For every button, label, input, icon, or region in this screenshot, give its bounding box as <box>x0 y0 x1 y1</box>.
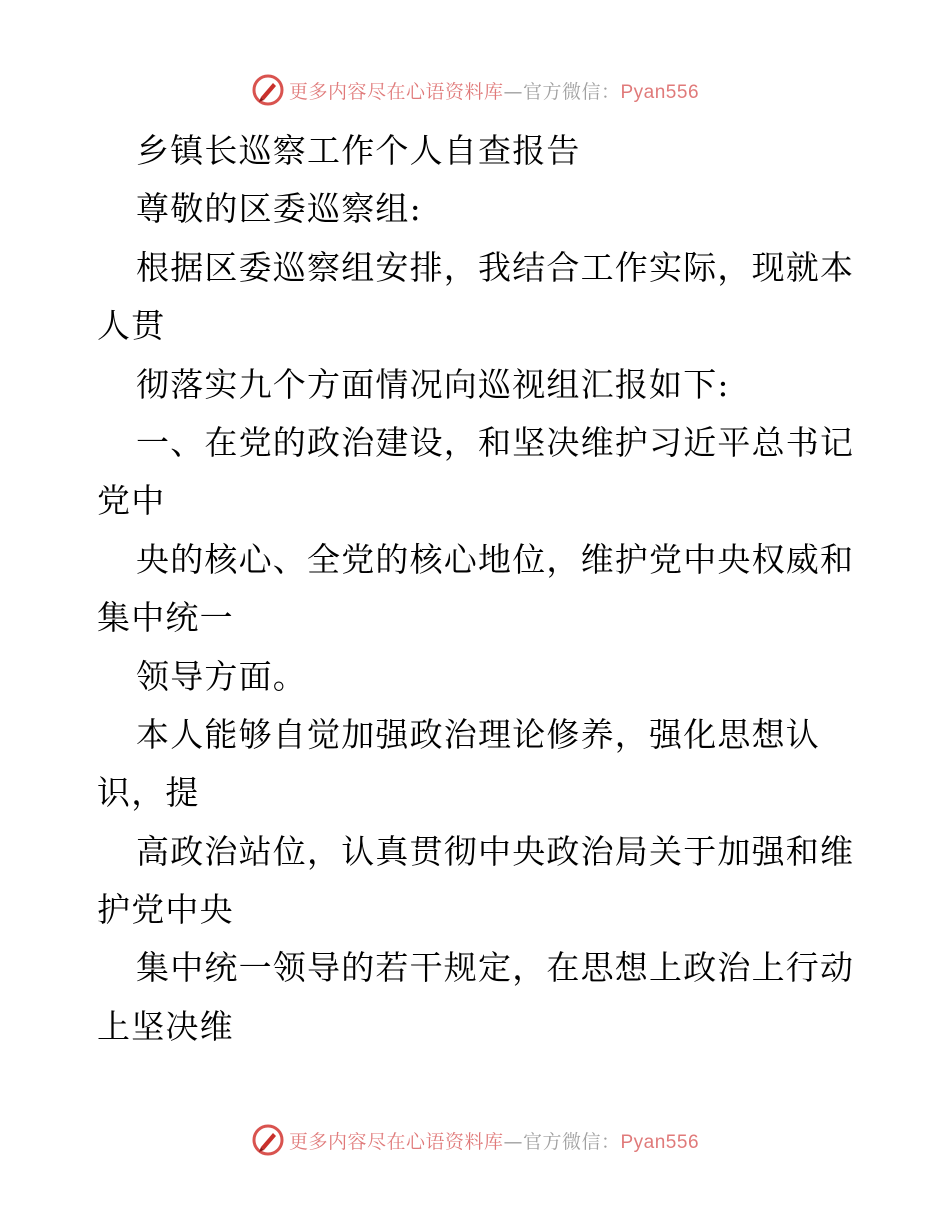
watermark-text <box>289 77 699 104</box>
watermark-wechat-id: Pyan556 <box>620 81 700 103</box>
section-heading-line: 党中 <box>97 481 166 521</box>
watermark-site-text: 更多内容尽在心语资料库 <box>288 1130 504 1153</box>
watermark-wechat-label: 官方微信： <box>522 1130 621 1153</box>
section-heading-line: 领导方面。 <box>136 656 307 696</box>
pen-logo-icon <box>251 73 285 107</box>
footer-watermark <box>251 1123 699 1157</box>
paragraph-line: 根据区委巡察组安排，我结合工作实际，现就本 <box>136 247 855 287</box>
section-heading-line: 一、在党的政治建设，和坚决维护习近平总书记 <box>136 422 855 462</box>
document-title: 乡镇长巡察工作个人自查报告 <box>136 131 581 170</box>
paragraph-line: 识，提 <box>97 773 200 813</box>
paragraph-line: 上坚决维 <box>97 1006 234 1046</box>
watermark-site-text: 更多内容尽在心语资料库 <box>288 80 504 103</box>
watermark-text <box>289 1127 699 1154</box>
watermark-wechat-id: Pyan556 <box>620 1131 700 1153</box>
pen-logo-icon <box>251 1123 285 1157</box>
footer-watermark-banner <box>0 1120 950 1160</box>
watermark-dash: — <box>503 80 523 103</box>
paragraph-line: 护党中央 <box>97 890 234 930</box>
paragraph-line: 人贯 <box>97 306 166 346</box>
header-watermark-banner <box>0 70 950 110</box>
document-body <box>97 122 857 1056</box>
paragraph-line: 彻落实九个方面情况向巡视组汇报如下: <box>136 364 730 404</box>
watermark-wechat-label: 官方微信： <box>522 80 621 103</box>
paragraph-line: 本人能够自觉加强政治理论修养，强化思想认 <box>136 714 820 754</box>
watermark-dash: — <box>503 1130 523 1153</box>
header-watermark <box>251 73 699 107</box>
salutation: 尊敬的区委巡察组: <box>136 189 422 229</box>
section-heading-line: 集中统一 <box>97 598 234 638</box>
paragraph-line: 高政治站位，认真贯彻中央政治局关于加强和维 <box>136 831 855 871</box>
paragraph-line: 集中统一领导的若干规定，在思想上政治上行动 <box>136 948 855 988</box>
section-heading-line: 央的核心、全党的核心地位，维护党中央权威和 <box>136 539 855 579</box>
